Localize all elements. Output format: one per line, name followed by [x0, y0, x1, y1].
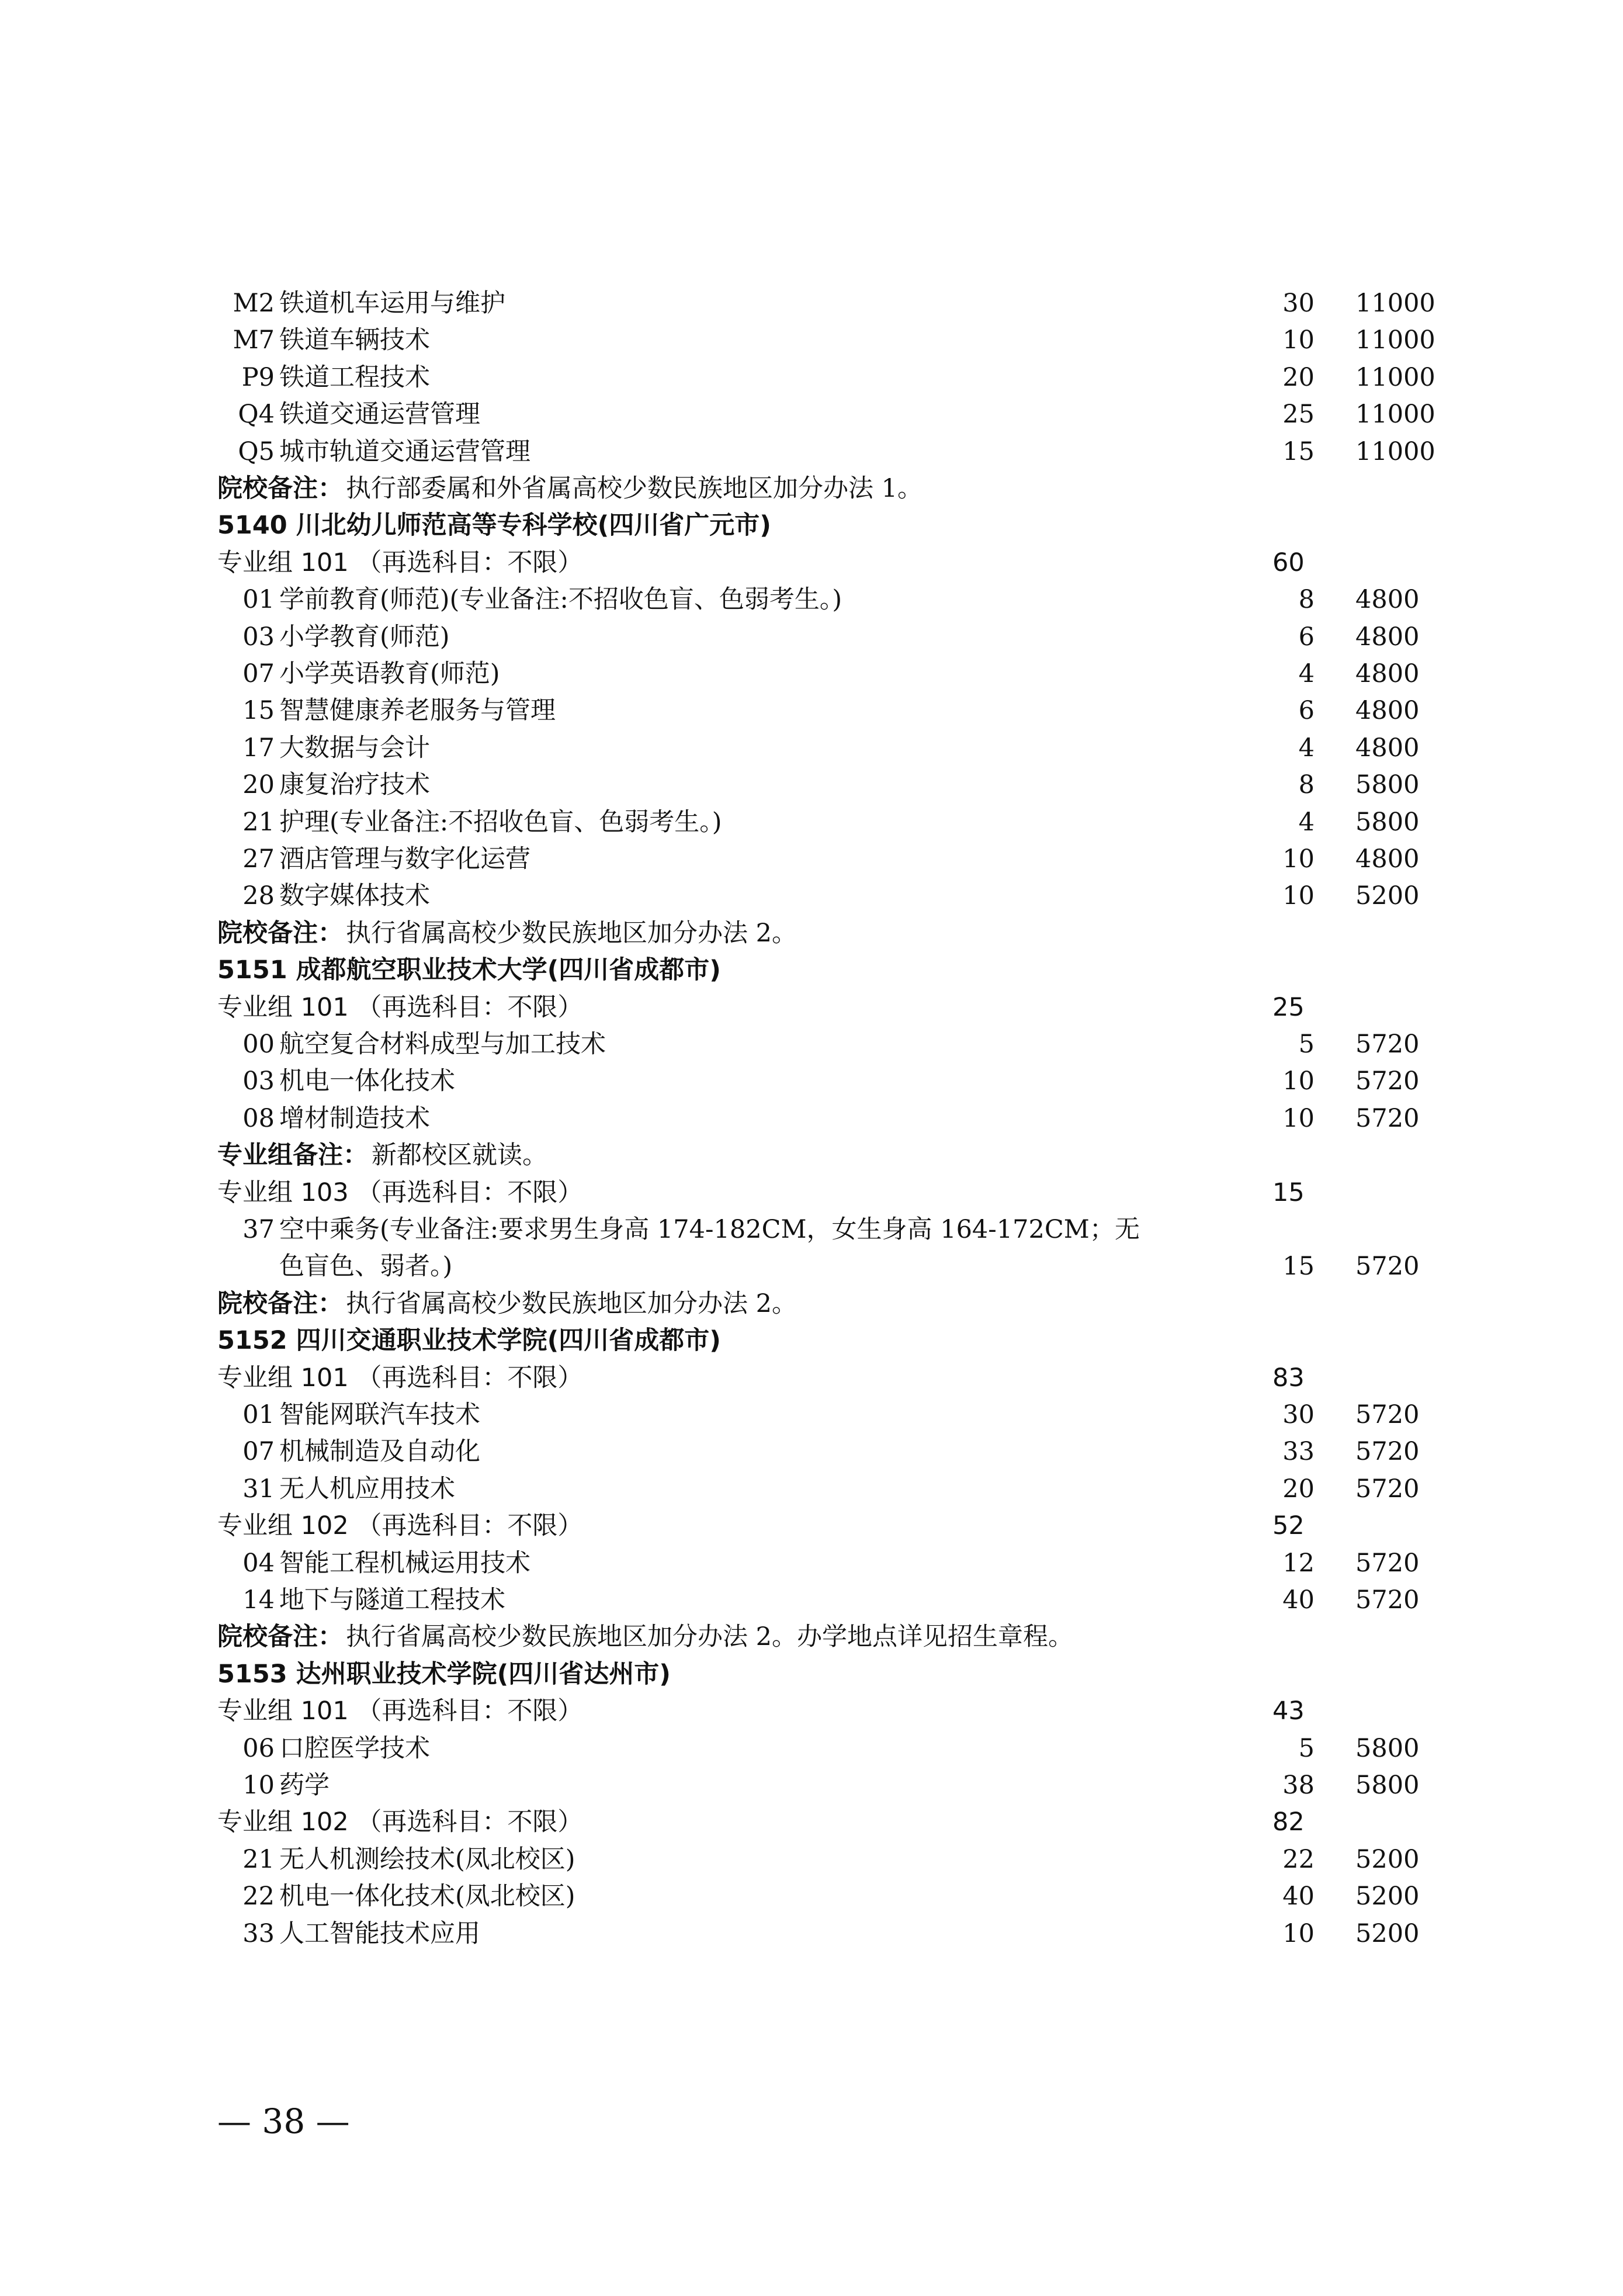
major-code: 07 [242, 659, 275, 688]
tuition-fee: 4800 [1355, 585, 1420, 614]
major-row [0, 1730, 1623, 1767]
major-name: 小学教育(师范) [279, 622, 450, 652]
tuition-fee: 5800 [1355, 1734, 1420, 1763]
major-name: 无人机应用技术 [279, 1474, 455, 1504]
note-row [0, 1619, 1623, 1656]
school-row [0, 1322, 1623, 1359]
major-code: 31 [242, 1474, 275, 1504]
major-name: 康复治疗技术 [279, 770, 430, 799]
tuition-fee: 5200 [1355, 1845, 1420, 1874]
enrollment-count: 4 [1298, 808, 1315, 837]
school-row [0, 1656, 1623, 1693]
group-row [0, 545, 1623, 581]
major-row [0, 1211, 1623, 1248]
enrollment-count: 22 [1282, 1845, 1315, 1874]
tuition-fee: 5800 [1355, 1771, 1420, 1800]
major-name: 无人机测绘技术(凤北校区) [279, 1845, 575, 1874]
major-code: 14 [242, 1585, 275, 1615]
major-row [0, 1471, 1623, 1508]
group-row [0, 1508, 1623, 1544]
tuition-fee: 11000 [1355, 363, 1435, 392]
major-code: 22 [242, 1882, 275, 1911]
tuition-fee: 5720 [1355, 1437, 1420, 1466]
note-text: 执行部委属和外省属高校少数民族地区加分办法 1。 [346, 474, 923, 503]
major-name: 铁道工程技术 [279, 363, 430, 392]
major-row [0, 1916, 1623, 1952]
major-row [0, 1582, 1623, 1619]
group-row [0, 1360, 1623, 1397]
group-row [0, 1175, 1623, 1211]
tuition-fee: 5720 [1355, 1252, 1420, 1281]
school-heading: 5153 达州职业技术学院(四川省达州市) [217, 1660, 671, 1689]
major-group-heading: 专业组 101 （再选科目：不限） [217, 1696, 583, 1726]
tuition-fee: 4800 [1355, 696, 1420, 725]
group-row [0, 989, 1623, 1026]
enrollment-count: 8 [1298, 770, 1315, 799]
major-name: 智能网联汽车技术 [279, 1400, 480, 1429]
enrollment-count: 4 [1298, 659, 1315, 688]
note-row [0, 1286, 1623, 1322]
major-code: 06 [242, 1734, 275, 1763]
major-group-heading: 专业组 101 （再选科目：不限） [217, 548, 583, 577]
major-name: 增材制造技术 [279, 1104, 430, 1133]
major-row [0, 581, 1623, 618]
note-label: 专业组备注： [217, 1141, 368, 1170]
major-row [0, 1063, 1623, 1100]
major-row [0, 434, 1623, 470]
group-total: 82 [1272, 1807, 1305, 1837]
major-code: 03 [242, 622, 275, 652]
tuition-fee: 11000 [1355, 325, 1435, 355]
enrollment-count: 10 [1282, 881, 1315, 910]
major-code: 01 [242, 1400, 275, 1429]
major-group-heading: 专业组 102 （再选科目：不限） [217, 1511, 583, 1540]
major-code: 20 [242, 770, 275, 799]
major-row [0, 692, 1623, 729]
major-name: 人工智能技术应用 [279, 1919, 480, 1948]
group-total: 52 [1272, 1511, 1305, 1540]
major-row [0, 1248, 1623, 1285]
note-label: 院校备注： [217, 474, 343, 503]
enrollment-count: 33 [1282, 1437, 1315, 1466]
school-heading: 5151 成都航空职业技术大学(四川省成都市) [217, 955, 721, 985]
major-name: 地下与隧道工程技术 [279, 1585, 505, 1615]
major-name: 机电一体化技术 [279, 1066, 455, 1096]
major-row [0, 359, 1623, 396]
enrollment-count: 10 [1282, 1919, 1315, 1948]
school-row [0, 952, 1623, 989]
tuition-fee: 5720 [1355, 1400, 1420, 1429]
major-code: M7 [233, 325, 275, 355]
major-name: 色盲色、弱者。) [279, 1252, 453, 1281]
tuition-fee: 4800 [1355, 622, 1420, 652]
major-row [0, 1026, 1623, 1063]
major-code: 00 [242, 1030, 275, 1059]
group-total: 60 [1272, 548, 1305, 577]
enrollment-count: 20 [1282, 363, 1315, 392]
tuition-fee: 11000 [1355, 289, 1435, 318]
tuition-fee: 5200 [1355, 1919, 1420, 1948]
major-name: 护理(专业备注:不招收色盲、色弱考生。) [279, 808, 722, 837]
tuition-fee: 5720 [1355, 1066, 1420, 1096]
major-name: 航空复合材料成型与加工技术 [279, 1030, 606, 1059]
tuition-fee: 4800 [1355, 659, 1420, 688]
major-name: 酒店管理与数字化运营 [279, 844, 530, 874]
major-row [0, 656, 1623, 692]
tuition-fee: 4800 [1355, 733, 1420, 763]
note-label: 院校备注： [217, 1622, 343, 1651]
major-code: 07 [242, 1437, 275, 1466]
major-code: 21 [242, 1845, 275, 1874]
note-text: 新都校区就读。 [372, 1141, 547, 1170]
major-code: 21 [242, 808, 275, 837]
major-group-heading: 专业组 103 （再选科目：不限） [217, 1178, 583, 1207]
enrollment-count: 6 [1298, 696, 1315, 725]
tuition-fee: 5200 [1355, 881, 1420, 910]
major-row [0, 285, 1623, 322]
major-group-heading: 专业组 101 （再选科目：不限） [217, 1363, 583, 1393]
tuition-fee: 5720 [1355, 1030, 1420, 1059]
note-row [0, 915, 1623, 952]
major-row [0, 322, 1623, 359]
enrollment-count: 30 [1282, 289, 1315, 318]
enrollment-count: 30 [1282, 1400, 1315, 1429]
note-row [0, 1137, 1623, 1174]
tuition-fee: 5800 [1355, 808, 1420, 837]
enrollment-count: 10 [1282, 325, 1315, 355]
tuition-fee: 5720 [1355, 1474, 1420, 1504]
page-number: — 38 — [217, 2101, 350, 2141]
major-row [0, 1878, 1623, 1915]
major-code: P9 [241, 363, 275, 392]
major-row [0, 1433, 1623, 1470]
major-code: 08 [242, 1104, 275, 1133]
group-row [0, 1693, 1623, 1730]
major-code: M2 [233, 289, 275, 318]
school-heading: 5140 川北幼儿师范高等专科学校(四川省广元市) [217, 511, 771, 540]
major-name: 铁道机车运用与维护 [279, 289, 505, 318]
major-name: 机电一体化技术(凤北校区) [279, 1882, 575, 1911]
note-text: 执行省属高校少数民族地区加分办法 2。 [346, 1289, 797, 1318]
major-code: 28 [242, 881, 275, 910]
enrollment-count: 12 [1282, 1549, 1315, 1578]
major-name: 城市轨道交通运营管理 [279, 437, 530, 466]
major-code: 27 [242, 844, 275, 874]
major-code: 04 [242, 1549, 275, 1578]
note-label: 院校备注： [217, 1289, 343, 1318]
major-name: 铁道交通运营管理 [279, 400, 480, 429]
tuition-fee: 5720 [1355, 1104, 1420, 1133]
note-text: 执行省属高校少数民族地区加分办法 2。 [346, 919, 797, 948]
note-row [0, 470, 1623, 507]
major-row [0, 878, 1623, 915]
school-row [0, 507, 1623, 544]
enrollment-count: 40 [1282, 1882, 1315, 1911]
major-name: 数字媒体技术 [279, 881, 430, 910]
major-code: 17 [242, 733, 275, 763]
enrollment-count: 40 [1282, 1585, 1315, 1615]
major-code: Q5 [238, 437, 275, 466]
enrollment-count: 10 [1282, 844, 1315, 874]
major-row [0, 1397, 1623, 1433]
enrollment-count: 20 [1282, 1474, 1315, 1504]
major-code: Q4 [238, 400, 275, 429]
major-row [0, 841, 1623, 878]
major-row [0, 804, 1623, 841]
major-name: 空中乘务(专业备注:要求男生身高 174-182CM，女生身高 164-172CM；无 [279, 1215, 1140, 1244]
enrollment-count: 15 [1282, 437, 1315, 466]
tuition-fee: 4800 [1355, 844, 1420, 874]
enrollment-count: 10 [1282, 1066, 1315, 1096]
enrollment-count: 10 [1282, 1104, 1315, 1133]
major-name: 智慧健康养老服务与管理 [279, 696, 556, 725]
group-row [0, 1804, 1623, 1841]
major-row [0, 619, 1623, 656]
major-row [0, 1767, 1623, 1804]
major-row [0, 1100, 1623, 1137]
major-name: 小学英语教育(师范) [279, 659, 500, 688]
major-name: 药学 [279, 1771, 330, 1800]
group-total: 25 [1272, 993, 1305, 1022]
group-total: 83 [1272, 1363, 1305, 1393]
major-row [0, 396, 1623, 433]
note-text: 执行省属高校少数民族地区加分办法 2。办学地点详见招生章程。 [346, 1622, 1074, 1651]
enrollment-count: 15 [1282, 1252, 1315, 1281]
major-name: 机械制造及自动化 [279, 1437, 480, 1466]
enrollment-count: 5 [1298, 1734, 1315, 1763]
major-code: 10 [242, 1771, 275, 1800]
enrollment-count: 6 [1298, 622, 1315, 652]
major-group-heading: 专业组 102 （再选科目：不限） [217, 1807, 583, 1837]
major-name: 大数据与会计 [279, 733, 430, 763]
enrollment-count: 5 [1298, 1030, 1315, 1059]
major-name: 铁道车辆技术 [279, 325, 430, 355]
school-heading: 5152 四川交通职业技术学院(四川省成都市) [217, 1326, 721, 1355]
enrollment-count: 38 [1282, 1771, 1315, 1800]
major-code: 03 [242, 1066, 275, 1096]
major-row [0, 767, 1623, 804]
enrollment-count: 25 [1282, 400, 1315, 429]
tuition-fee: 5720 [1355, 1585, 1420, 1615]
tuition-fee: 5720 [1355, 1549, 1420, 1578]
tuition-fee: 5200 [1355, 1882, 1420, 1911]
major-code: 33 [242, 1919, 275, 1948]
major-name: 智能工程机械运用技术 [279, 1549, 530, 1578]
note-label: 院校备注： [217, 919, 343, 948]
major-code: 37 [242, 1215, 275, 1244]
major-code: 15 [242, 696, 275, 725]
tuition-fee: 5800 [1355, 770, 1420, 799]
major-code: 01 [242, 585, 275, 614]
enrollment-count: 4 [1298, 733, 1315, 763]
major-name: 学前教育(师范)(专业备注:不招收色盲、色弱考生。) [279, 585, 842, 614]
major-group-heading: 专业组 101 （再选科目：不限） [217, 993, 583, 1022]
enrollment-count: 8 [1298, 585, 1315, 614]
tuition-fee: 11000 [1355, 437, 1435, 466]
major-row [0, 1841, 1623, 1878]
major-row [0, 1545, 1623, 1582]
group-total: 43 [1272, 1696, 1305, 1726]
group-total: 15 [1272, 1178, 1305, 1207]
tuition-fee: 11000 [1355, 400, 1435, 429]
major-name: 口腔医学技术 [279, 1734, 430, 1763]
major-row [0, 730, 1623, 767]
